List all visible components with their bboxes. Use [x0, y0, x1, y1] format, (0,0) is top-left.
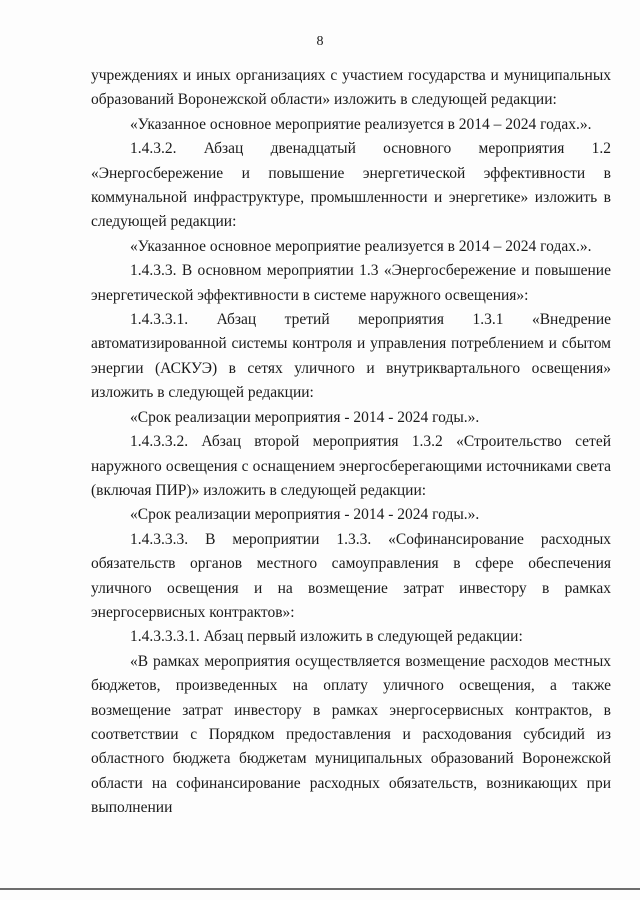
paragraph-1-4-3-3-3: 1.4.3.3.3. В мероприятии 1.3.3. «Софинансирование расходных обязательств органов местного самоуправления в сфере обеспечения уличного освещения и на возмещение затрат инвестору в рамках энергосервисных контрактов»:: [91, 530, 611, 621]
page-number: 8: [316, 34, 324, 49]
paragraph-quote-deadline-1: «Срок реализации мероприятия - 2014 - 2024 годы.».: [130, 408, 480, 426]
paragraph-quote-deadline-2: «Срок реализации мероприятия - 2014 - 2024 годы.».: [130, 506, 480, 524]
scan-edge-divider: [0, 888, 640, 890]
paragraph-1-4-3-2: 1.4.3.2. Абзац двенадцатый основного мероприятия 1.2 «Энергосбережение и повышение энергетической эффективности в коммунальной инфраструктуре, промышленности и энергетике» изложить в следующей редакции:: [91, 140, 611, 231]
paragraph-quote-term-2: «Указанное основное мероприятие реализуется в 2014 – 2024 годах.».: [130, 237, 592, 255]
paragraph-1-4-3-3-1: 1.4.3.3.1. Абзац третий мероприятия 1.3.1 «Внедрение автоматизированной системы контроля и управления потреблением и сбытом энергии (АСКУЭ) в сетях уличного и внутриквартального освещения» изложить в следующей редакции:: [91, 311, 611, 402]
paragraph-quote-term-1: «Указанное основное мероприятие реализуется в 2014 – 2024 годах.».: [130, 115, 592, 133]
paragraph-1-4-3-3-3-1: 1.4.3.3.3.1. Абзац первый изложить в следующей редакции:: [130, 628, 523, 646]
paragraph-1-4-3-3: 1.4.3.3. В основном мероприятии 1.3 «Энергосбережение и повышение энергетической эффективности в системе наружного освещения»:: [91, 262, 611, 304]
document-body: [91, 64, 611, 821]
paragraph-quote-reimbursement: «В рамках мероприятия осуществляется возмещение расходов местных бюджетов, произведенных на оплату уличного освещения, а также возмещение затрат инвестору в рамках энергосервисных контрактов, в соответствии с Порядком предоставления и расходования субсидий из областного бюджета бюджетам муниципальных образований Воронежской области на софинансирование расходных обязательств, возникающих при выполнении: [91, 652, 611, 817]
paragraph-1-4-3-3-2: 1.4.3.3.2. Абзац второй мероприятия 1.3.2 «Строительство сетей наружного освещения с оснащением энергосберегающими источниками света (включая ПИР)» изложить в следующей редакции:: [91, 433, 611, 499]
paragraph-continuation: учреждениях и иных организациях с участием государства и муниципальных образований Воронежской области» изложить в следующей редакции:: [91, 67, 611, 109]
